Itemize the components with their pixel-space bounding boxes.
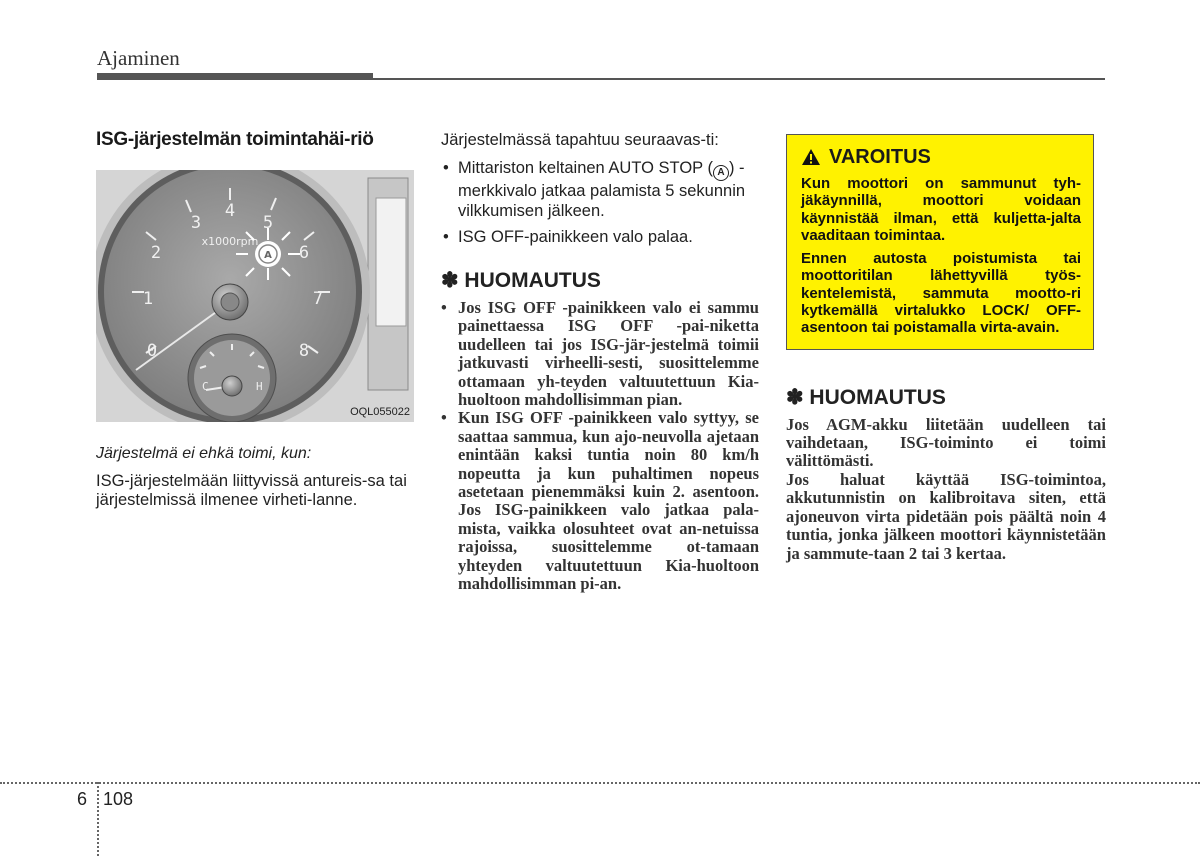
tach-number-4: 4 xyxy=(224,201,236,221)
page-number: 108 xyxy=(103,789,134,809)
body-text: ISG-järjestelmään liittyvissä antureis-sa tai järjestelmissä ilmenee virheti-lanne. xyxy=(96,472,407,509)
list-item: • Kun ISG OFF -painikkeen valo syttyy, se saattaa sammua, kun ajo-neuvolla ajetaan enintään kaksi tuntia noin 80 km/h nopeutta ja kun puhaltimen nopeus asetetaan pienemmäksi kuin 2. asentoon. Jos ISG-painikkeen valo jatkaa pala-mista, vaikka olosuhteet ovat an-netuissa rajoissa, suosittelemme ot-tamaan yhteyden valtuutettuun Kia-huoltoon mahdollisimman pi-an. xyxy=(441,409,759,593)
column-middle xyxy=(441,130,759,594)
subheading: Järjestelmä ei ehkä toimi, kun: xyxy=(96,445,312,462)
intro-text: Järjestelmässä tapahtuu seuraavas-ti: xyxy=(441,131,719,149)
header-rule xyxy=(373,78,1105,80)
tach-number-1: 1 xyxy=(142,289,154,309)
warning-paragraph: Kun moottori on sammunut tyh-jäkäynnillä, moottori voidaan käynnistää ilman, että kuljetta-jalta vaaditaan toimintaa. xyxy=(801,175,1081,244)
auto-stop-icon: A xyxy=(713,165,729,181)
list-item: • Jos ISG OFF -painikkeen valo ei sammu painettaessa ISG OFF -pai-niketta uudelleen tai jos ISG-jär-jestelmä toimii jatkuvasti virheelli-sesti, suosittelemme ottamaan yh-teyden valtuutettuun Kia-huoltoon mahdollisimman pian. xyxy=(441,299,759,409)
warning-paragraph: Ennen autosta poistumista tai moottoritilan lähettyvillä työs-kentelemistä, sammuta mootto-ri kytkemällä virtalukko LOCK/ OFF-asentoon tai poistamalla virta-avain. xyxy=(801,250,1081,337)
tach-number-8: 8 xyxy=(298,341,310,361)
figure-code: OQL055022 xyxy=(350,406,410,418)
effects-list xyxy=(441,158,759,247)
section-title: ISG-järjestelmän toimintahäi-riö xyxy=(96,129,374,150)
note-heading: ✽ HUOMAUTUS xyxy=(441,269,601,292)
instrument-cluster-figure xyxy=(96,170,414,422)
warning-title-text: VAROITUS xyxy=(829,146,931,168)
tach-number-0: 0 xyxy=(146,341,158,361)
note-paragraph: Jos haluat käyttää ISG-toimintoa, akkutunnistin on kalibroitava siten, että ajoneuvon virta pidetään pois päältä noin 4 tuntia, jonka jälkeen moottori käynnistetään ja sammute-taan 2 tai 3 kertaa. xyxy=(786,469,1106,563)
header-bar xyxy=(97,73,373,80)
tachometer-illustration xyxy=(96,170,414,422)
note-list xyxy=(441,299,759,594)
warning-triangle-icon xyxy=(801,148,821,166)
tach-number-3: 3 xyxy=(190,213,202,233)
warning-title xyxy=(801,145,1081,169)
svg-text:A: A xyxy=(264,250,272,261)
footer-divider xyxy=(97,782,99,856)
tach-number-2: 2 xyxy=(150,243,162,263)
column-right xyxy=(786,134,1106,563)
tach-number-6: 6 xyxy=(298,243,310,263)
note-paragraph: Jos AGM-akku liitetään uudelleen tai vaihdetaan, ISG-toiminto ei toimi välittömästi. xyxy=(786,414,1106,471)
note-heading: ✽ HUOMAUTUS xyxy=(786,385,946,409)
temp-high-label: H xyxy=(256,380,263,393)
list-item: • ISG OFF-painikkeen valo palaa. xyxy=(441,227,759,247)
warning-box xyxy=(786,134,1094,350)
temp-low-label: C xyxy=(202,380,209,393)
footer-rule xyxy=(0,782,1200,784)
page-header-title: Ajaminen xyxy=(97,46,180,70)
gauge-unit-label: x1000rpm xyxy=(201,235,259,248)
tach-number-7: 7 xyxy=(312,289,324,309)
list-item-text: Mittariston keltainen AUTO STOP ( xyxy=(458,159,713,177)
tach-number-5: 5 xyxy=(262,213,274,233)
chapter-number: 6 xyxy=(77,789,88,809)
list-item xyxy=(441,158,759,221)
list-item-text: ) -merkkivalo jatkaa palamista 5 sekunnin vilkkumisen jälkeen. xyxy=(458,159,746,220)
column-left xyxy=(96,130,414,510)
